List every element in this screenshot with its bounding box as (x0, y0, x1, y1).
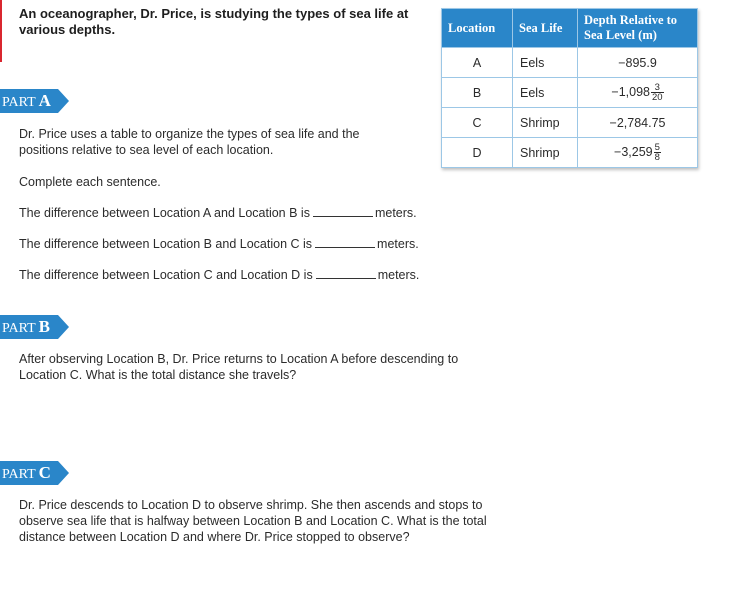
table-header-row (442, 9, 698, 48)
part-c-tab (0, 461, 58, 485)
sentence-c-d (19, 267, 419, 283)
part-c-word: PART (2, 467, 36, 482)
depth-fraction (651, 83, 664, 102)
sentence-unit: meters. (374, 206, 417, 220)
cell-sea-life: Eels (513, 78, 578, 108)
sentence-a-b (19, 205, 417, 221)
cell-location: B (442, 78, 513, 108)
fraction-numerator: 5 (654, 142, 660, 153)
sentence-b-c (19, 236, 419, 252)
part-b-letter: B (38, 317, 51, 336)
cell-location: D (442, 138, 513, 168)
depth-value: −895.9 (618, 55, 657, 70)
sentence-text: The difference between Location C and Location D is (19, 268, 313, 282)
answer-blank[interactable] (313, 206, 373, 217)
depth-value: −1,098 (611, 84, 650, 99)
part-b-word: PART (2, 321, 36, 336)
fraction-denominator: 20 (652, 92, 663, 103)
sentence-text: The difference between Location B and Location C is (19, 237, 313, 251)
part-c-question: Dr. Price descends to Location D to observe shrimp. She then ascends and stops to observe sea life that is halfway between Location B and Location C. What is the total distance between Location D and where Dr. Price stopped to observe? (19, 498, 487, 544)
cell-location: C (442, 108, 513, 138)
margin-line (0, 0, 2, 62)
depth-table (441, 8, 698, 168)
cell-sea-life: Shrimp (513, 108, 578, 138)
sentence-text: The difference between Location A and Location B is (19, 206, 310, 220)
part-a-letter: A (38, 91, 51, 110)
cell-depth (578, 48, 698, 78)
part-c-letter: C (38, 463, 51, 482)
cell-sea-life: Shrimp (513, 138, 578, 168)
sentence-unit: meters. (377, 237, 419, 251)
table-row (442, 48, 698, 78)
cell-location: A (442, 48, 513, 78)
sentence-unit: meters. (377, 268, 420, 282)
depth-fraction (654, 143, 661, 162)
header-sea-life: Sea Life (513, 9, 578, 48)
part-b-tab (0, 315, 58, 339)
part-a-description: Dr. Price uses a table to organize the types of sea life and the positions relative to sea level of each location. (19, 127, 360, 157)
depth-value: −3,259 (614, 144, 653, 159)
table-row (442, 78, 698, 108)
answer-blank[interactable] (316, 268, 376, 279)
answer-blank[interactable] (315, 237, 375, 248)
part-b-question: After observing Location B, Dr. Price returns to Location A before descending to Location C. What is the total distance she travels? (19, 352, 459, 382)
fraction-numerator: 3 (651, 83, 664, 93)
part-a-instruction: Complete each sentence. (19, 175, 161, 189)
header-depth: Depth Relative to Sea Level (m) (578, 9, 698, 48)
depth-value: −2,784.75 (609, 115, 666, 130)
table-row (442, 108, 698, 138)
table-row (442, 138, 698, 168)
cell-depth (578, 108, 698, 138)
header-location: Location (442, 9, 513, 48)
cell-depth (578, 78, 698, 108)
cell-sea-life: Eels (513, 48, 578, 78)
cell-depth (578, 138, 698, 168)
part-a-tab (0, 89, 58, 113)
part-a-word: PART (2, 95, 36, 110)
fraction-denominator: 8 (654, 152, 660, 163)
intro-text: An oceanographer, Dr. Price, is studying the types of sea life at various depths. (19, 6, 409, 37)
